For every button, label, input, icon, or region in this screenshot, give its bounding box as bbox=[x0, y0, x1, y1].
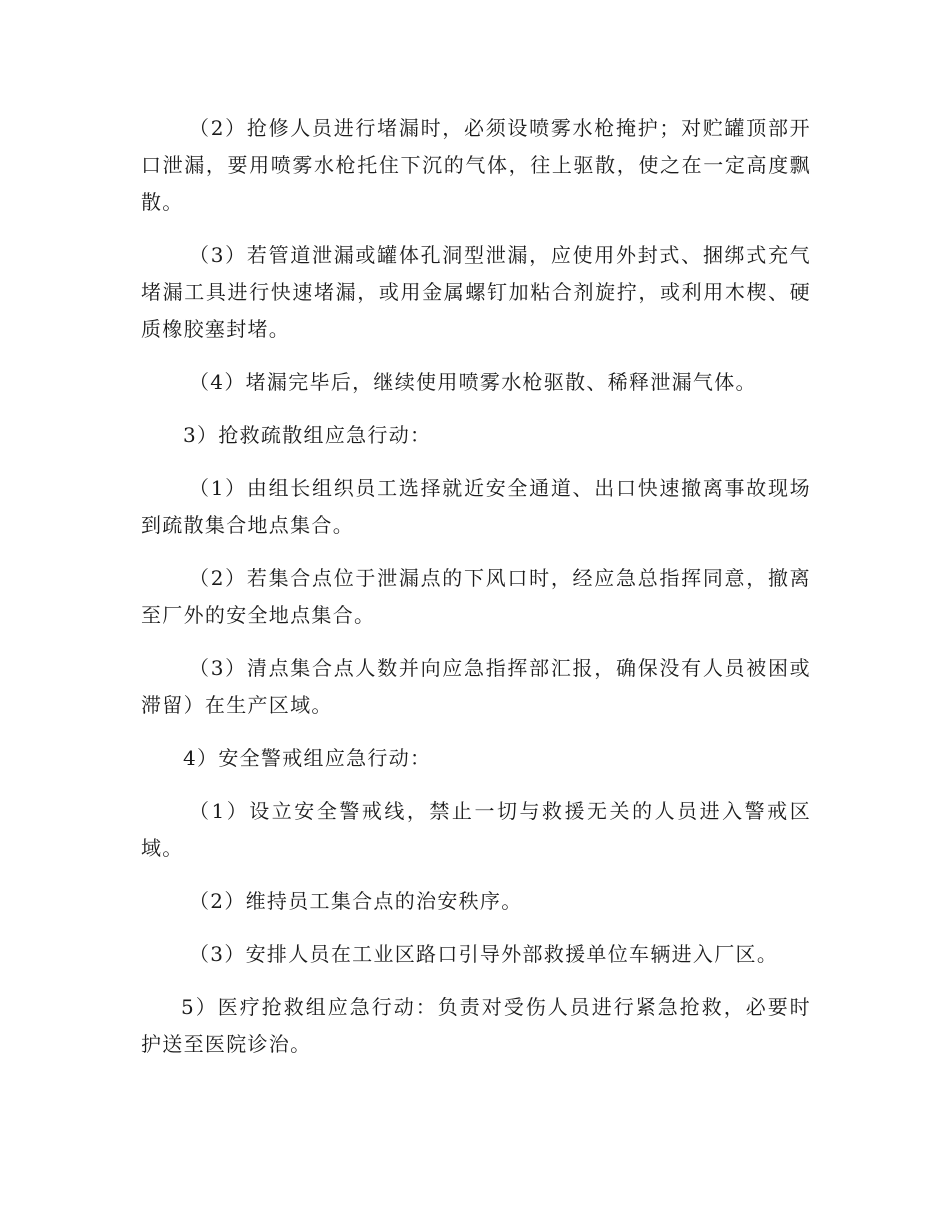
section-heading-evacuation: 3）抢救疏散组应急行动： bbox=[183, 423, 432, 447]
paragraph-downwind-assembly: （2）若集合点位于泄漏点的下风口时，经应急总指挥同意，撤离至厂外的安全地点集合。 bbox=[141, 566, 811, 627]
paragraph-after-plugging: （4）堵漏完毕后，继续使用喷雾水枪驱散、稀释泄漏气体。 bbox=[189, 370, 757, 394]
section-heading-medical: 5）医疗抢救组应急行动：负责对受伤人员进行紧急抢救，必要时护送至医院诊治。 bbox=[141, 995, 811, 1056]
paragraph-headcount-report: （3）清点集合点人数并向应急指挥部汇报，确保没有人员被困或滞留）在生产区域。 bbox=[141, 656, 811, 717]
paragraph-assembly-order: （2）维持员工集合点的治安秩序。 bbox=[189, 889, 523, 913]
document-body bbox=[141, 110, 811, 1079]
paragraph-evacuation-route: （1）由组长组织员工选择就近安全通道、出口快速撤离事故现场到疏散集合地点集合。 bbox=[141, 476, 811, 537]
paragraph-security-cordon: （1）设立安全警戒线，禁止一切与救援无关的人员进入警戒区域。 bbox=[141, 799, 811, 860]
paragraph-pipe-leak-plugging: （3）若管道泄漏或罐体孔洞型泄漏，应使用外封式、捆绑式充气堵漏工具进行快速堵漏，或用金属螺钉加粘合剂旋拧，或利用木楔、硬质橡胶塞封堵。 bbox=[141, 243, 811, 341]
section-heading-security: 4）安全警戒组应急行动： bbox=[183, 746, 432, 770]
paragraph-leak-sealing-cover: （2）抢修人员进行堵漏时，必须设喷雾水枪掩护；对贮罐顶部开口泄漏，要用喷雾水枪托住下沉的气体，往上驱散，使之在一定高度飘散。 bbox=[141, 116, 811, 214]
paragraph-guide-vehicles: （3）安排人员在工业区路口引导外部救援单位车辆进入厂区。 bbox=[189, 942, 779, 966]
